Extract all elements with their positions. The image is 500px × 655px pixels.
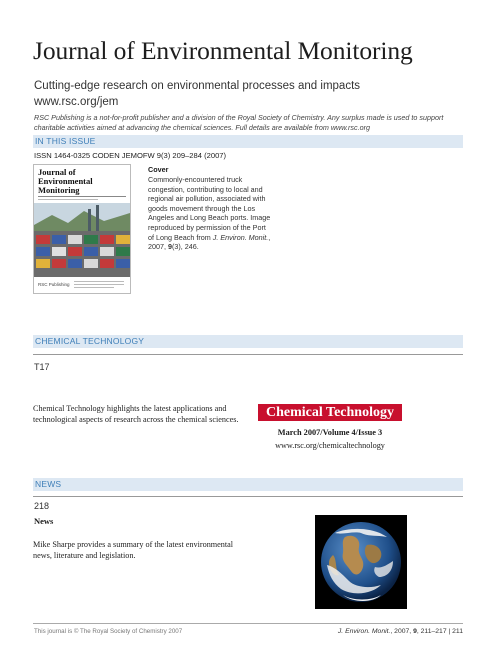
section-label-chemical-technology: CHEMICAL TECHNOLOGY	[35, 336, 145, 346]
earth-globe-illustration	[315, 515, 407, 609]
cover-heading: Cover	[148, 165, 169, 174]
chemical-technology-url[interactable]: www.rsc.org/chemicaltechnology	[275, 441, 385, 450]
cover-thumb-title-2: Environmental	[38, 176, 93, 186]
page-number-t17: T17	[34, 362, 50, 372]
section-bar-news	[33, 478, 463, 491]
cover-caption-volume: 9	[167, 242, 172, 252]
cover-caption-year: , 2007,	[148, 232, 271, 252]
section-rule	[33, 354, 463, 355]
journal-subtitle: Cutting-edge research on environmental processes and impacts	[34, 80, 361, 92]
section-label-news: NEWS	[35, 479, 62, 489]
issn-line: ISSN 1464-0325 CODEN JEMOFW 9(3) 209–284 (2007)	[34, 151, 227, 160]
section-bar-in-this-issue	[33, 135, 463, 148]
journal-url[interactable]: www.rsc.org/jem	[34, 96, 119, 108]
earth-image	[315, 515, 407, 609]
journal-title: Journal of Environmental Monitoring	[33, 36, 413, 65]
page-number-218: 218	[34, 501, 50, 511]
section-rule	[33, 496, 463, 497]
cover-caption-journal: J. Environ. Monit.	[212, 232, 269, 242]
cover-image[interactable]	[33, 164, 131, 294]
cover-thumb-publisher: RSC Publishing	[38, 282, 70, 287]
footer-year: , 2007,	[390, 628, 414, 635]
chemical-technology-text: Chemical Technology highlights the latest applications and technological aspects of research across the chemical sciences.	[33, 404, 239, 424]
section-bar-chemical-technology	[33, 335, 463, 348]
cover-illustration	[34, 165, 130, 293]
chemical-technology-issue: March 2007/Volume 4/Issue 3	[277, 428, 383, 437]
rsc-note: RSC Publishing is a not-for-profit publisher and a division of the Royal Society of Chemistry. Any surplus made is used to support charitable activities aimed at advancing the chemical sciences. Full details are available from www.rsc.org	[34, 113, 444, 132]
news-text: Mike Sharpe provides a summary of the latest environmental news, literature and legislation.	[33, 540, 234, 560]
cover-thumb-title-1: Journal of	[38, 167, 76, 177]
footer-pages: , 211–217 | 211	[416, 628, 463, 635]
chemical-technology-banner[interactable]: Chemical Technology	[258, 404, 402, 421]
footer-citation	[338, 628, 463, 635]
footer-rule	[33, 623, 463, 624]
news-heading: News	[34, 516, 54, 526]
cover-thumb-title-3: Monitoring	[38, 185, 80, 195]
footer-journal: J. Environ. Monit.	[337, 628, 391, 635]
footer-volume: 9	[413, 628, 417, 635]
cover-caption-text: Commonly-encountered truck congestion, contributing to local and regional air pollution, associated with goods movement through the Los Angeles and Long Beach ports. Image reproduced by permission of the Port of Long Beach from	[148, 175, 271, 242]
cover-caption	[148, 175, 273, 252]
section-label-in-this-issue: IN THIS ISSUE	[35, 136, 96, 146]
cover-caption-issue: (3), 246.	[171, 242, 199, 252]
footer-copyright: This journal is © The Royal Society of Chemistry 2007	[34, 628, 183, 635]
